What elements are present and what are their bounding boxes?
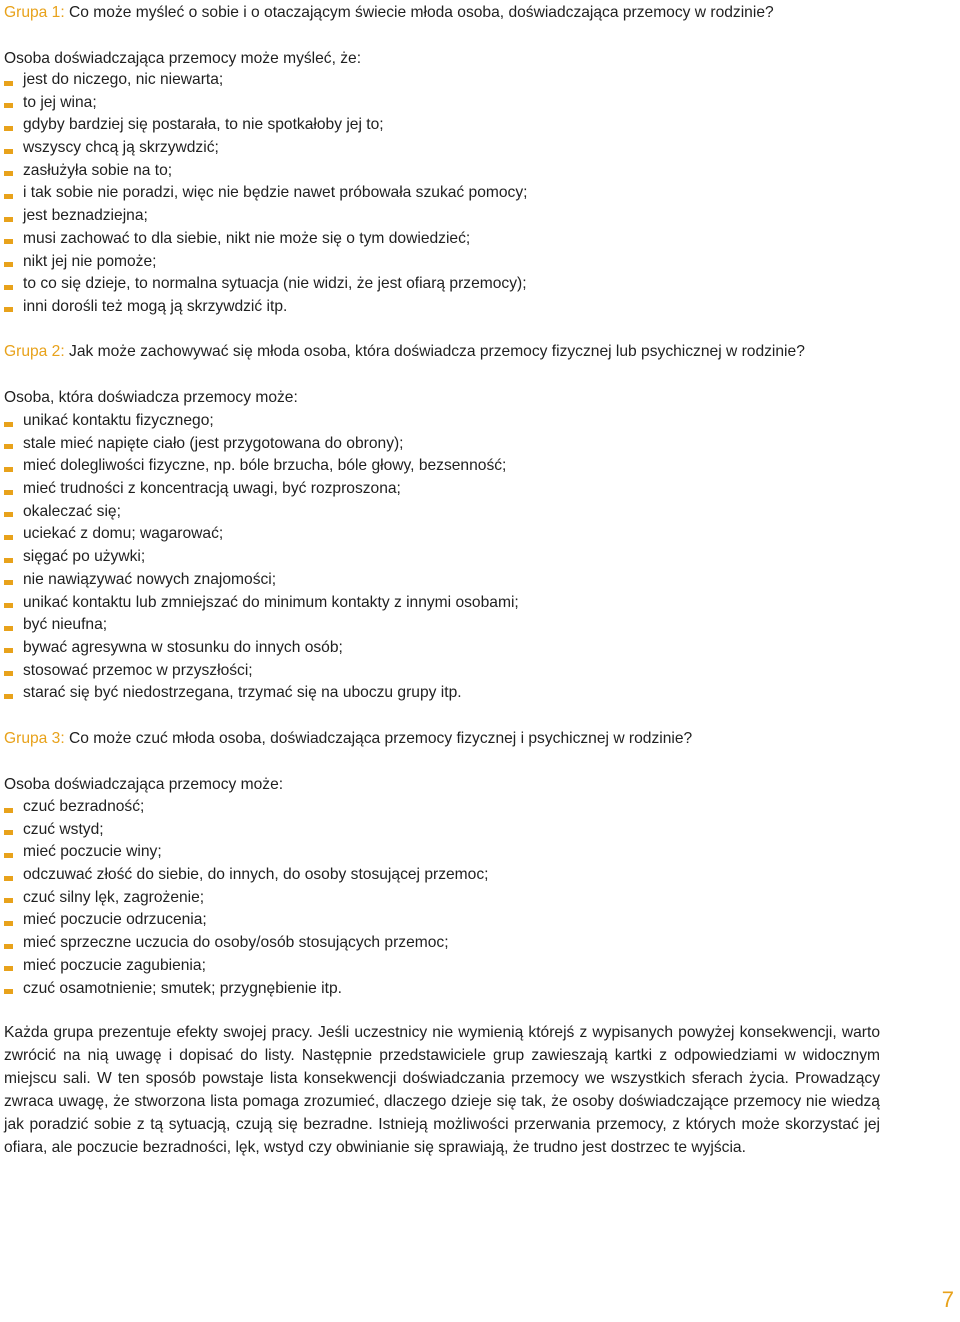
group-1-label: Grupa 1: bbox=[4, 4, 65, 21]
list-item-text: stale mieć napięte ciało (jest przygotowana do obrony); bbox=[23, 434, 404, 452]
list-item bbox=[4, 69, 527, 92]
bullet-icon bbox=[4, 989, 13, 994]
list-item-text: czuć silny lęk, zagrożenie; bbox=[23, 888, 205, 906]
group-1-intro: Osoba doświadczająca przemocy może myśleć, że: bbox=[4, 50, 362, 67]
list-item bbox=[4, 796, 488, 819]
list-item-text: mieć poczucie odrzucenia; bbox=[23, 911, 207, 929]
list-item-text: mieć dolegliwości fizyczne, np. bóle brzucha, bóle głowy, bezsenność; bbox=[23, 457, 507, 475]
list-item-text: nikt jej nie pomoże; bbox=[23, 252, 157, 270]
bullet-icon bbox=[4, 194, 13, 199]
list-item bbox=[4, 841, 488, 864]
bullet-icon bbox=[4, 603, 13, 608]
list-item bbox=[4, 660, 519, 683]
group-2-heading bbox=[4, 343, 805, 361]
list-item-text: mieć poczucie winy; bbox=[23, 843, 162, 861]
list-item-text: to jej wina; bbox=[23, 93, 97, 111]
list-item bbox=[4, 614, 519, 637]
list-item-text: czuć bezradność; bbox=[23, 798, 145, 815]
bullet-icon bbox=[4, 535, 13, 540]
bullet-icon bbox=[4, 467, 13, 472]
list-item bbox=[4, 114, 527, 137]
list-item-text: uciekać z domu; wagarować; bbox=[23, 525, 224, 543]
bullet-icon bbox=[4, 81, 13, 86]
list-item bbox=[4, 478, 519, 501]
bullet-icon bbox=[4, 921, 13, 926]
group-3-heading bbox=[4, 730, 692, 748]
list-item bbox=[4, 501, 519, 524]
list-item-text: jest beznadziejna; bbox=[23, 207, 148, 225]
list-item bbox=[4, 523, 519, 546]
list-item bbox=[4, 137, 527, 160]
list-item bbox=[4, 228, 527, 251]
group-2-list bbox=[4, 410, 519, 705]
list-item-text: stosować przemoc w przyszłości; bbox=[23, 661, 253, 679]
group-2-intro: Osoba, która doświadcza przemocy może: bbox=[4, 389, 298, 406]
bullet-icon bbox=[4, 126, 13, 131]
list-item bbox=[4, 569, 519, 592]
bullet-icon bbox=[4, 171, 13, 176]
list-item-text: unikać kontaktu fizycznego; bbox=[23, 412, 214, 429]
group-1-heading bbox=[4, 4, 774, 22]
bullet-icon bbox=[4, 307, 13, 312]
bullet-icon bbox=[4, 898, 13, 903]
list-item-text: musi zachować to dla siebie, nikt nie może się o tym dowiedzieć; bbox=[23, 229, 471, 247]
list-item-text: mieć trudności z koncentracją uwagi, być rozproszona; bbox=[23, 480, 401, 498]
list-item bbox=[4, 205, 527, 228]
list-item-text: to co się dzieje, to normalna sytuacja (nie widzi, że jest ofiarą przemocy); bbox=[23, 275, 527, 293]
bullet-icon bbox=[4, 648, 13, 653]
list-item-text: wszyscy chcą ją skrzywdzić; bbox=[23, 139, 219, 157]
bullet-icon bbox=[4, 490, 13, 495]
group-3-question: Co może czuć młoda osoba, doświadczająca przemocy fizycznej i psychicznej w rodzinie? bbox=[69, 730, 693, 747]
list-item bbox=[4, 864, 488, 887]
bullet-icon bbox=[4, 966, 13, 971]
bullet-icon bbox=[4, 285, 13, 290]
list-item-text: i tak sobie nie poradzi, więc nie będzie nawet próbowała szukać pomocy; bbox=[23, 184, 528, 202]
bullet-icon bbox=[4, 217, 13, 222]
list-item-text: jest do niczego, nic niewarta; bbox=[23, 71, 224, 88]
bullet-icon bbox=[4, 239, 13, 244]
list-item bbox=[4, 637, 519, 660]
page-number: 7 bbox=[941, 1287, 954, 1312]
list-item bbox=[4, 251, 527, 274]
bullet-icon bbox=[4, 262, 13, 267]
group-1-question: Co może myśleć o sobie i o otaczającym świecie młoda osoba, doświadczająca przemocy w rodzinie? bbox=[69, 4, 774, 21]
list-item-text: być nieufna; bbox=[23, 616, 108, 634]
group-3-intro: Osoba doświadczająca przemocy może: bbox=[4, 776, 284, 793]
list-item-text: starać się być niedostrzegana, trzymać się na uboczu grupy itp. bbox=[23, 684, 462, 702]
list-item-text: bywać agresywna w stosunku do innych osób; bbox=[23, 638, 343, 656]
list-item-text: sięgać po używki; bbox=[23, 548, 146, 566]
list-item bbox=[4, 955, 488, 978]
group-1-list bbox=[4, 69, 527, 319]
bullet-icon bbox=[4, 103, 13, 108]
list-item bbox=[4, 819, 488, 842]
bullet-icon bbox=[4, 808, 13, 813]
group-2-question: Jak może zachowywać się młoda osoba, która doświadcza przemocy fizycznej lub psychicznej w rodzinie? bbox=[69, 343, 805, 360]
bullet-icon bbox=[4, 558, 13, 563]
bullet-icon bbox=[4, 944, 13, 949]
list-item-text: gdyby bardziej się postarała, to nie spotkałoby jej to; bbox=[23, 116, 384, 134]
list-item bbox=[4, 909, 488, 932]
list-item bbox=[4, 92, 527, 115]
list-item bbox=[4, 296, 527, 319]
list-item bbox=[4, 410, 519, 433]
list-item-text: odczuwać złość do siebie, do innych, do osoby stosującej przemoc; bbox=[23, 866, 489, 884]
bullet-icon bbox=[4, 853, 13, 858]
list-item bbox=[4, 887, 488, 910]
bullet-icon bbox=[4, 671, 13, 676]
closing-paragraph: Każda grupa prezentuje efekty swojej pracy. Jeśli uczestnicy nie wymienią którejś z wypisanych powyżej konsekwencji, warto zwrócić na nią uwagę i dopisać do listy. Następnie przedstawiciele grup zawieszają kartki z odpowiedziami w widocznym miejscu sali. W ten sposób powstaje lista konsekwencji doświadczania przemocy we wszystkich sferach życia. Prowadzący zwraca uwagę, że stworzona lista pomaga zrozumieć, dlaczego dzieje się tak, że osoby doświadczające przemocy nie wiedzą jak poradzić sobie z tą sytuacją, czują się bezradne. Istnieją możliwości przerwania przemocy, z których może skorzystać jej ofiara, ale poczucie bezradności, lęk, wstyd czy obwinianie się sprawiają, że trudno jest dostrzec te wyjścia. bbox=[4, 1024, 880, 1156]
bullet-icon bbox=[4, 444, 13, 449]
bullet-icon bbox=[4, 694, 13, 699]
list-item bbox=[4, 978, 488, 1001]
group-2-label: Grupa 2: bbox=[4, 343, 65, 360]
list-item-text: unikać kontaktu lub zmniejszać do minimum kontakty z innymi osobami; bbox=[23, 593, 519, 611]
bullet-icon bbox=[4, 830, 13, 835]
list-item-text: inni dorośli też mogą ją skrzywdzić itp. bbox=[23, 297, 288, 315]
bullet-icon bbox=[4, 876, 13, 881]
list-item-text: okaleczać się; bbox=[23, 502, 121, 520]
list-item bbox=[4, 682, 519, 705]
bullet-icon bbox=[4, 512, 13, 517]
bullet-icon bbox=[4, 149, 13, 154]
list-item bbox=[4, 592, 519, 615]
list-item-text: mieć poczucie zagubienia; bbox=[23, 956, 206, 974]
list-item bbox=[4, 455, 519, 478]
list-item bbox=[4, 546, 519, 569]
list-item bbox=[4, 182, 527, 205]
bullet-icon bbox=[4, 422, 13, 427]
bullet-icon bbox=[4, 580, 13, 585]
list-item bbox=[4, 273, 527, 296]
list-item-text: czuć wstyd; bbox=[23, 820, 104, 838]
list-item-text: nie nawiązywać nowych znajomości; bbox=[23, 570, 277, 588]
list-item-text: mieć sprzeczne uczucia do osoby/osób stosujących przemoc; bbox=[23, 934, 449, 952]
list-item-text: czuć osamotnienie; smutek; przygnębienie itp. bbox=[23, 979, 342, 997]
list-item bbox=[4, 433, 519, 456]
group-3-list bbox=[4, 796, 488, 1000]
list-item bbox=[4, 160, 527, 183]
group-3-label: Grupa 3: bbox=[4, 730, 65, 747]
list-item bbox=[4, 932, 488, 955]
bullet-icon bbox=[4, 626, 13, 631]
list-item-text: zasłużyła sobie na to; bbox=[23, 161, 173, 179]
